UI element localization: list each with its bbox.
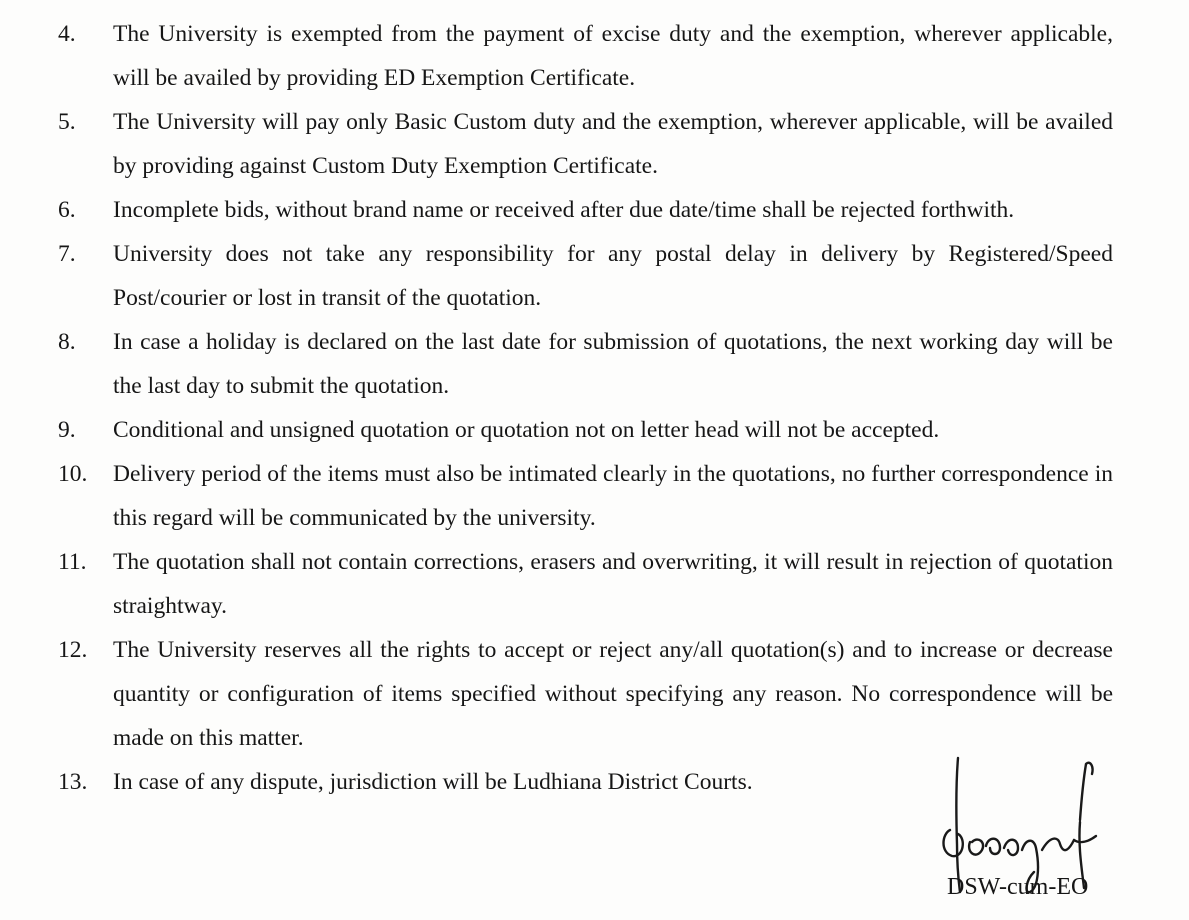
term-number: 7. (58, 241, 76, 267)
term-item (58, 628, 1113, 760)
term-number: 13. (58, 769, 88, 795)
term-number: 4. (58, 21, 76, 47)
term-item (58, 540, 1113, 628)
term-number: 6. (58, 197, 76, 223)
term-number: 9. (58, 417, 76, 443)
term-text: The University is exempted from the payment of excise duty and the exemption, wherever applicable, will be availed by providing ED Exemption Certificate. (113, 21, 1113, 91)
term-number: 5. (58, 109, 76, 135)
term-text: In case a holiday is declared on the last date for submission of quotations, the next working day will be the last day to submit the quotation. (113, 329, 1113, 399)
term-number: 11. (58, 549, 87, 575)
term-item (58, 100, 1113, 188)
term-text: The quotation shall not contain corrections, erasers and overwriting, it will result in rejection of quotation straightway. (113, 549, 1113, 619)
term-item (58, 12, 1113, 100)
terms-list (58, 12, 1113, 804)
term-item (58, 188, 1113, 232)
term-text: University does not take any responsibility for any postal delay in delivery by Registered/Speed Post/courier or lost in transit of the quotation. (113, 241, 1113, 311)
term-text: Delivery period of the items must also be intimated clearly in the quotations, no further correspondence in this regard will be communicated by the university. (113, 461, 1113, 531)
term-text: The University will pay only Basic Custom duty and the exemption, wherever applicable, will be availed by providing against Custom Duty Exemption Certificate. (113, 109, 1113, 179)
term-text: The University reserves all the rights to accept or reject any/all quotation(s) and to increase or decrease quantity or configuration of items specified without specifying any reason. No correspondence will be made on this matter. (113, 637, 1113, 751)
term-number: 10. (58, 461, 88, 487)
term-item (58, 320, 1113, 408)
signatory-designation: DSW-cum-EO (947, 874, 1089, 900)
term-number: 8. (58, 329, 76, 355)
term-item (58, 232, 1113, 320)
term-text: Incomplete bids, without brand name or received after due date/time shall be rejected forthwith. (113, 197, 1015, 223)
term-text: Conditional and unsigned quotation or quotation not on letter head will not be accepted. (113, 417, 940, 443)
term-text: In case of any dispute, jurisdiction will be Ludhiana District Courts. (113, 769, 753, 795)
term-item (58, 452, 1113, 540)
term-item (58, 408, 1113, 452)
term-number: 12. (58, 637, 88, 663)
